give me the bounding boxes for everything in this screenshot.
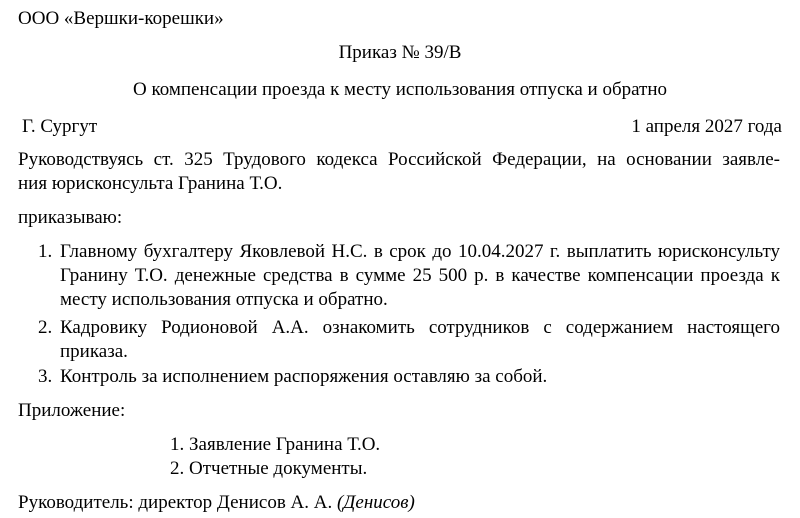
city: Г. Сургут xyxy=(22,116,98,137)
preamble-line-2: ния юрисконсульта Гранина Т.О. xyxy=(18,173,283,194)
order-item xyxy=(38,365,780,389)
preamble-line-1: Руководствуясь ст. 325 Трудового кодекса Российской Федерации, на основании заявле- xyxy=(18,149,780,170)
order-item xyxy=(38,316,780,364)
order-subject: О компенсации проезда к месту использования отпуска и обратно xyxy=(132,79,668,100)
order-number: Приказ № 39/В xyxy=(338,42,462,63)
signature-line: Руководитель: директор Денисов А. А. xyxy=(18,492,333,513)
order-item-text: Контроль за исполнением распоряжения оставляю за собой. xyxy=(60,366,548,387)
order-item-number: 2. xyxy=(38,317,53,338)
orders-word: приказываю: xyxy=(18,207,123,228)
order-date: 1 апреля 2027 года xyxy=(631,116,782,137)
attachment-item: 2. Отчетные документы. xyxy=(170,458,368,479)
attachments-label: Приложение: xyxy=(18,400,126,421)
company-name: ООО «Вершки-корешки» xyxy=(18,8,224,29)
attachment-item: 1. Заявление Гранина Т.О. xyxy=(170,434,381,455)
order-item-number: 1. xyxy=(38,241,53,262)
signature-block xyxy=(18,491,415,515)
order-item xyxy=(38,240,780,312)
order-item-text: Кадровику Родионовой А.А. ознакомить сотрудников с содержанием настоящего приказа. xyxy=(60,317,780,362)
signature-name: (Денисов) xyxy=(336,492,415,513)
order-item-text: Главному бухгалтеру Яковлевой Н.С. в срок до 10.04.2027 г. выплатить юрисконсульту Гранину Т.О. денежные средства в сумме 25 500 р. в качестве компенсации проезда к месту использования отпуска и обратно. xyxy=(60,241,780,310)
order-item-number: 3. xyxy=(38,366,53,387)
